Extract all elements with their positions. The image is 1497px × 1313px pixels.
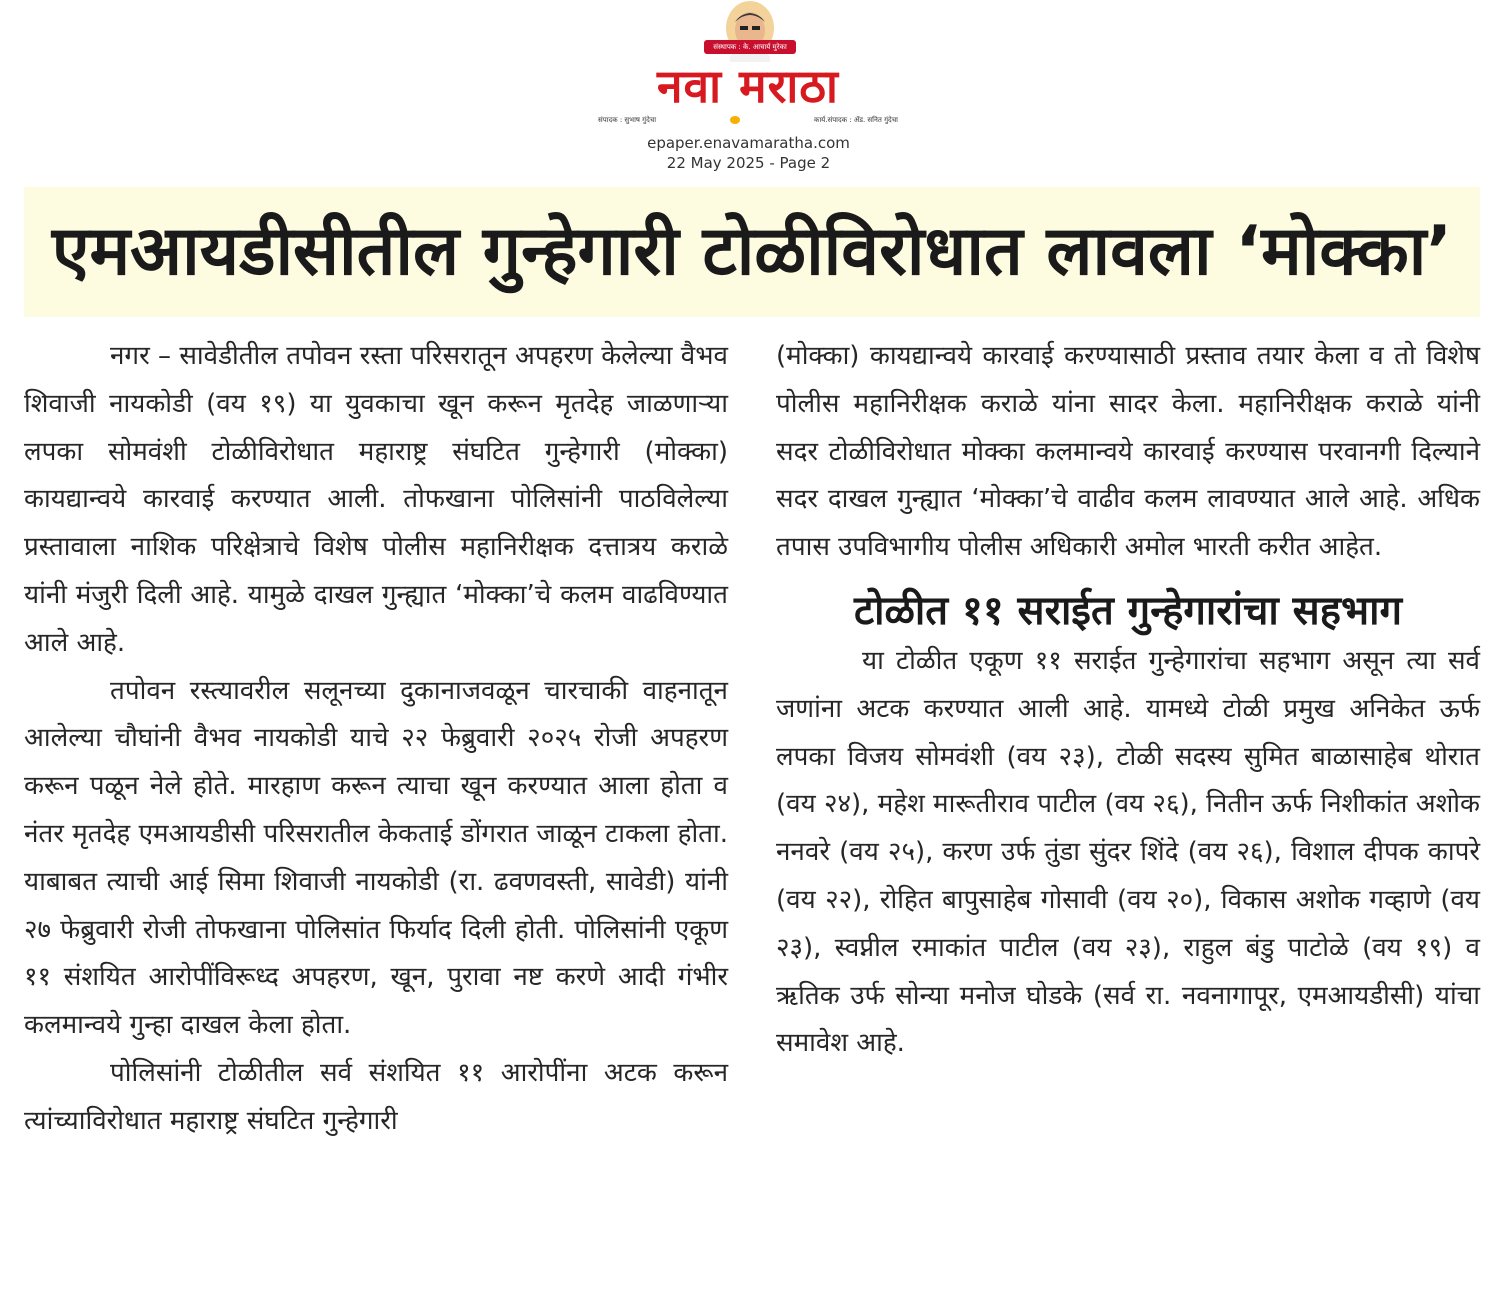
paragraph: पोलिसांनी टोळीतील सर्व संशयित ११ आरोपींना अटक करून त्यांच्याविरोधात महाराष्ट्र संघटित गुन्हेगारी: [24, 1057, 728, 1136]
paragraph-continuation: (मोक्का) कायद्यान्वये कारवाई करण्यासाठी प्रस्ताव तयार केला व तो विशेष पोलीस महानिरीक्षक कराळे यांना सादर केला. महानिरीक्षक कराळे यांनी सदर टोळीविरोधात मोक्का कलमान्वये कारवाई करण्यास परवानगी दिल्याने सदर दाखल गुन्ह्यात ‘मोक्का’चे वाढीव कलम लावण्यात आले आहे. अधिक तपास उपविभागीय पोलीस अधिकारी अमोल भारती करीत आहेत.: [776, 341, 1480, 563]
headline-box: [24, 187, 1480, 317]
site-url: epaper.enavamaratha.com: [647, 134, 850, 152]
article-subheading: टोळीत ११ सराईत गुन्हेगारांचा सहभाग: [854, 587, 1402, 634]
sun-emblem-icon: [730, 116, 740, 124]
paragraph: या टोळीत एकूण ११ सराईत गुन्हेगारांचा सहभाग असून त्या सर्व जणांना अटक करण्यात आली आहे. यामध्ये टोळी प्रमुख अनिकेत ऊर्फ लपका विजय सोमवंशी (वय २३), टोळी सदस्य सुमित बाळासाहेब थोरात (वय २४), महेश मारूतीराव पाटील (वय २६), नितीन ऊर्फ निशीकांत अशोक ननवरे (वय २५), करण उर्फ तुंडा सुंदर शिंदे (वय २६), विशाल दीपक कापरे (वय २२), रोहित बापुसाहेब गोसावी (वय २०), विकास अशोक गव्हाणे (वय २३), स्वप्नील रमाकांत पाटील (वय २३), राहुल बंडु पाटोळे (वय १९) व ऋतिक उर्फ सोन्या मनोज घोडके (सर्व रा. नवनागापूर, एमआयडीसी) यांचा समावेश आहे.: [776, 645, 1480, 1059]
founder-strip: संस्थापक : के. आचार्य मुरेका: [704, 40, 796, 54]
article-column-right: [776, 333, 1480, 1068]
paragraph: तपोवन रस्त्यावरील सलूनच्या दुकानाजवळून चारचाकी वाहनातून आलेल्या चौघांनी वैभव नायकोडी याचे २२ फेब्रुवारी २०२५ रोजी अपहरण करून पळून नेले होते. मारहाण करून त्याचा खून करण्यात आला होता व नंतर मृतदेह एमआयडीसी परिसरातील केकताई डोंगरात जाळून टाकला होता. याबाबत त्याची आई सिमा शिवाजी नायकोडी (रा. ढवणवस्ती, सावेडी) यांनी २७ फेब्रुवारी रोजी तोफखाना पोलिसांत फिर्याद दिली होती. पोलिसांनी एकूण ११ संशयित आरोपींविरूध्द अपहरण, खून, पुरावा नष्ट करणे आदी गंभीर कलमान्वये गुन्हा दाखल केला होता.: [24, 675, 728, 1041]
newspaper-brand-logo: नवा मराठा: [657, 59, 839, 113]
article-headline: एमआयडीसीतील गुन्हेगारी टोळीविरोधात लावला ‘मोक्का’: [51, 212, 1453, 291]
masthead: [0, 0, 1497, 180]
paragraph: नगर – सावेडीतील तपोवन रस्ता परिसरातून अपहरण केलेल्या वैभव शिवाजी नायकोडी (वय १९) या युवकाचा खून करून मृतदेह जाळणाऱ्या लपका सोमवंशी टोळीविरोधात महाराष्ट्र संघटित गुन्हेगारी (मोक्का) कायद्यान्वये कारवाई करण्यात आली. तोफखाना पोलिसांनी पाठविलेल्या प्रस्तावाला नाशिक परिक्षेत्राचे विशेष पोलीस महानिरीक्षक दत्तात्रय कराळे यांनी मंजुरी दिली आहे. यामुळे दाखल गुन्ह्यात ‘मोक्का’चे कलम वाढविण्यात आले आहे.: [24, 341, 728, 658]
article-column-left: [24, 333, 728, 1146]
date-page: 22 May 2025 - Page 2: [666, 154, 831, 172]
editors-line: [598, 114, 898, 126]
editor-right: कार्य.संपादक : ॲड. सनित गुंदेचा: [813, 116, 898, 124]
editor-left: संपादक : सुभाष गुंदेचा: [598, 116, 657, 124]
